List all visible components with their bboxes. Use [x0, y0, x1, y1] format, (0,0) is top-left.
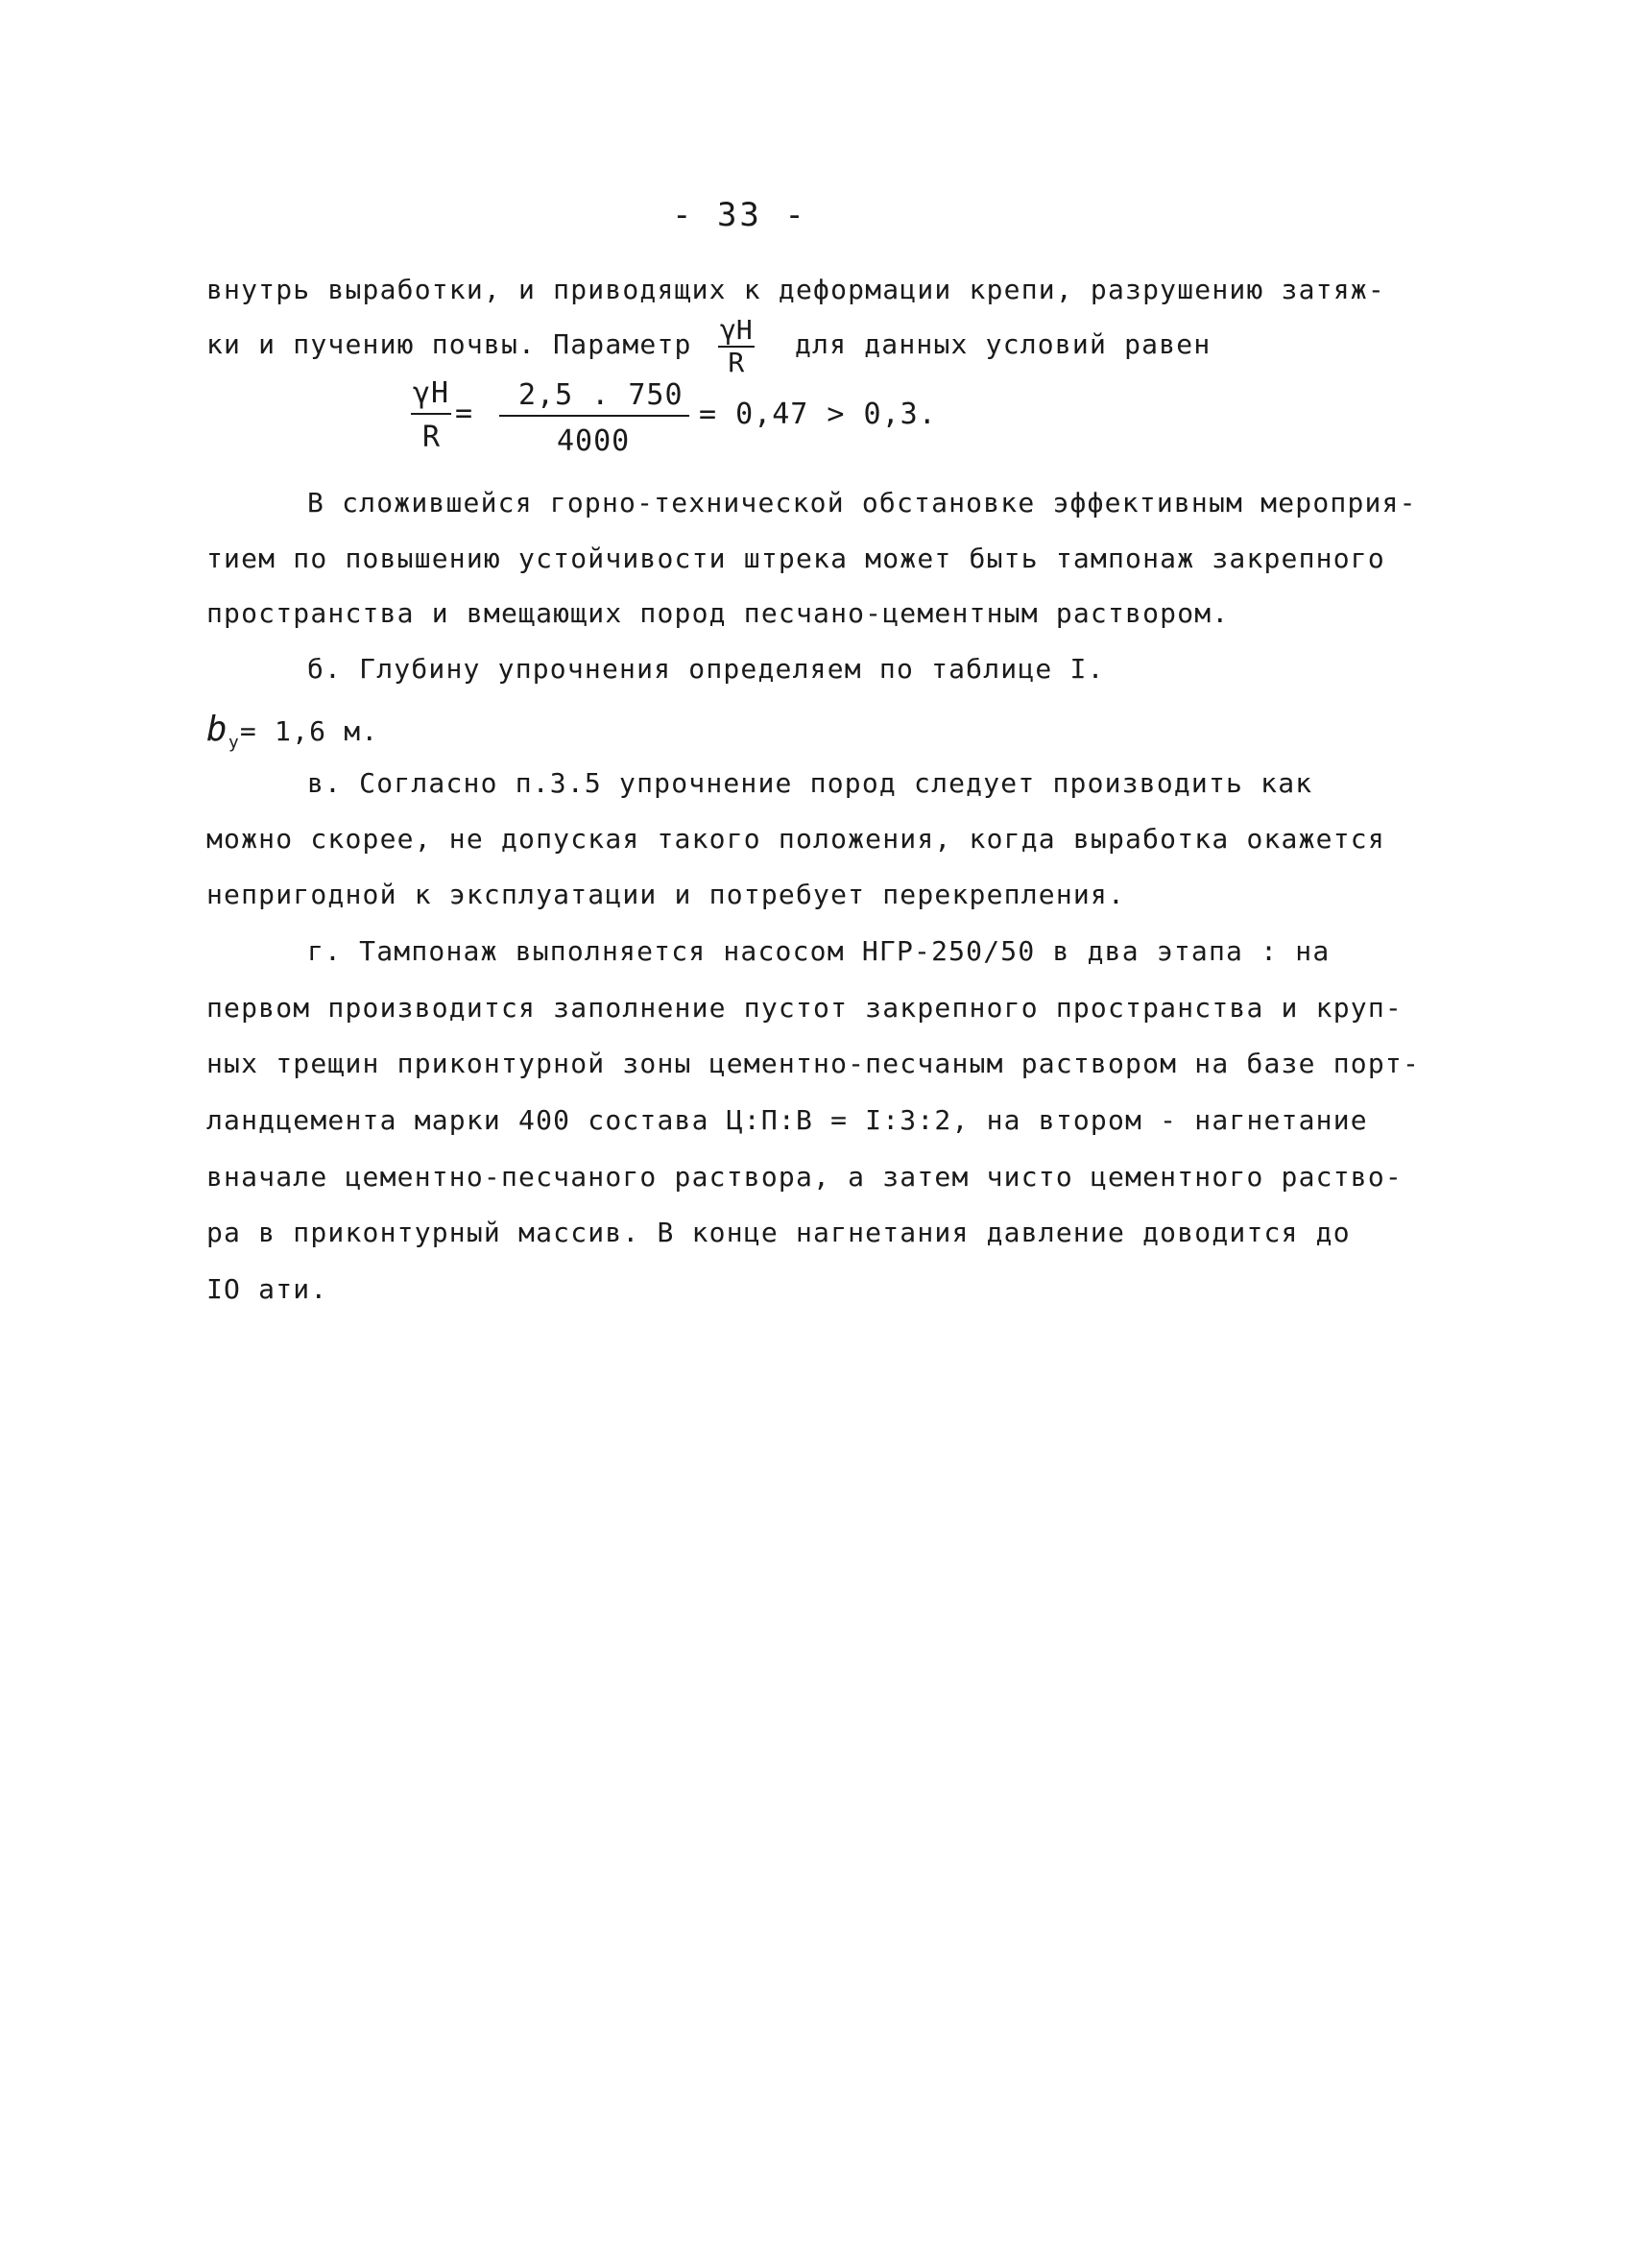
text-line: IO ати. [206, 1273, 328, 1305]
fraction-numerator: γH [720, 314, 753, 346]
text-line: В сложившейся горно-технической обстановке эффективным мероприя- [307, 487, 1417, 519]
text-line: внутрь выработки, и приводящих к деформации крепи, разрушению затяж- [206, 274, 1385, 305]
text-line: ных трещин приконтурной зоны цементно-песчаным раствором на базе порт- [206, 1048, 1421, 1079]
text-line: ки и пучению почвы. Параметр [206, 328, 692, 360]
formula-result: = 0,47 > 0,3. [699, 398, 937, 431]
formula-rhs-bar [499, 415, 689, 417]
formula-rhs-numerator: 2,5 . 750 [518, 378, 684, 412]
depth-subscript: у [228, 733, 240, 753]
text-line: пространства и вмещающих пород песчано-цементным раствором. [206, 597, 1230, 629]
inline-fraction [718, 314, 755, 378]
page-number: - 33 - [672, 196, 807, 234]
text-line: ра в приконтурный массив. В конце нагнетания давление доводится до [206, 1217, 1351, 1248]
formula-lhs-denominator: R [422, 421, 442, 454]
depth-symbol: b [206, 710, 228, 749]
formula-lhs-bar [411, 413, 451, 415]
text-line: можно скорее, не допуская такого положения, когда выработка окажется [206, 823, 1385, 855]
formula-lhs-numerator: γH [413, 376, 450, 410]
text-line: г. Тампонаж выполняется насосом НГР-250/50 в два этапа : на [307, 935, 1331, 967]
depth-value: = 1,6 м. [239, 715, 379, 747]
fraction-denominator: R [728, 347, 745, 378]
text-line: тием по повышению устойчивости штрека может быть тампонаж закрепного [206, 543, 1385, 574]
formula-equals: = [455, 397, 474, 430]
text-line: первом производится заполнение пустот закрепного пространства и круп- [206, 992, 1403, 1024]
strengthening-depth [206, 712, 378, 752]
text-line: б. Глубину упрочнения определяем по таблице I. [307, 653, 1105, 685]
text-line: ландцемента марки 400 состава Ц:П:В = I:3:2, на втором - нагнетание [206, 1104, 1368, 1136]
text-line: в. Согласно п.3.5 упрочнение пород следует производить как [307, 767, 1313, 799]
text-line: вначале цементно-песчаного раствора, а затем чисто цементного раство- [206, 1161, 1403, 1193]
formula-rhs-denominator: 4000 [557, 424, 631, 458]
text-line: для данных условий равен [795, 328, 1212, 360]
text-line: непригодной к эксплуатации и потребует перекрепления. [206, 879, 1126, 910]
